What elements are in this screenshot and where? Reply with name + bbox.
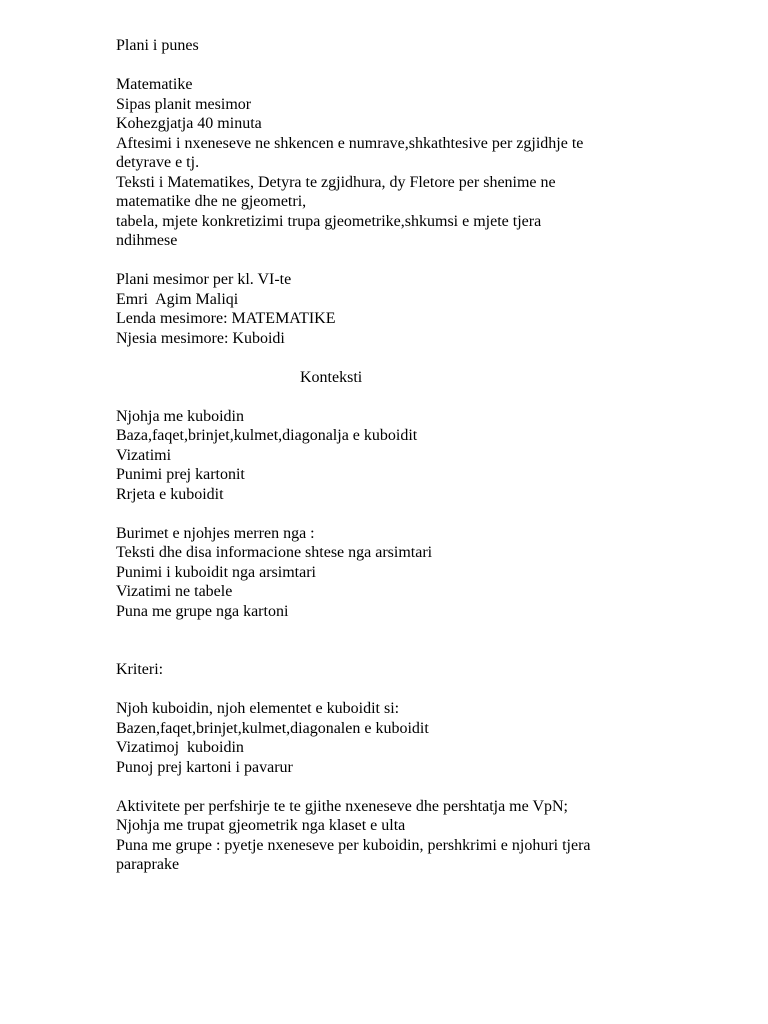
sources-item: Puna me grupe nga kartoni: [116, 602, 289, 620]
spacer: [116, 348, 656, 368]
plan-section: [116, 270, 656, 348]
sources-heading: Burimet e njohjes merren nga :: [116, 524, 315, 542]
activities-heading: Aktivitete per perfshirje te te gjithe nxeneseve dhe pershtatja me VpN;: [116, 797, 568, 815]
criteria-heading: Kriteri:: [116, 661, 164, 678]
activities-item: Puna me grupe : pyetje nxeneseve per kuboidin, pershkrimi e njohuri tjera: [116, 836, 591, 854]
teacher-name-line: Emri Agim Maliqi: [116, 290, 239, 308]
spacer: [116, 387, 656, 407]
materials-line-2: matematike dhe ne gjeometri,: [116, 193, 307, 210]
criteria-item: Punoj prej kartoni i pavarur: [116, 758, 293, 776]
criteria-item: Bazen,faqet,brinjet,kulmet,diagonalen e kuboidit: [116, 719, 429, 737]
plan-basis-line: Sipas planit mesimor: [116, 95, 252, 113]
goal-line-2: detyrave e tj.: [116, 154, 200, 171]
intro-section: [116, 75, 656, 251]
document-title: Plani i punes: [116, 37, 199, 54]
context-item: Punimi prej kartonit: [116, 466, 245, 483]
spacer: [116, 621, 656, 660]
materials-line-3: tabela, mjete konkretizimi trupa gjeometrike,shkumsi e mjete tjera: [116, 212, 542, 230]
context-heading: Konteksti: [300, 368, 363, 386]
document-page: [116, 36, 656, 875]
materials-line-4: ndihmese: [116, 232, 178, 249]
spacer: [116, 777, 656, 797]
spacer: [116, 680, 656, 700]
criteria-item: Njoh kuboidin, njoh elementet e kuboidit si:: [116, 700, 400, 717]
spacer: [116, 251, 656, 271]
activities-item: paraprake: [116, 856, 180, 873]
activities-section: [116, 797, 656, 875]
context-item: Njohja me kuboidin: [116, 407, 244, 425]
spacer: [116, 56, 656, 76]
sources-item: Punimi i kuboidit nga arsimtari: [116, 563, 316, 581]
context-section: [116, 407, 656, 505]
context-item: Rrjeta e kuboidit: [116, 485, 224, 503]
subject-name-line: Lenda mesimore: MATEMATIKE: [116, 310, 336, 327]
class-line: Plani mesimor per kl. VI-te: [116, 271, 292, 288]
sources-item: Teksti dhe disa informacione shtese nga arsimtari: [116, 544, 433, 561]
lesson-unit-line: Njesia mesimore: Kuboidi: [116, 329, 285, 347]
activities-item: Njohja me trupat gjeometrik nga klaset e ulta: [116, 817, 406, 834]
context-item: Vizatimi: [116, 446, 172, 464]
sources-item: Vizatimi ne tabele: [116, 583, 233, 600]
goal-line-1: Aftesimi i nxeneseve ne shkencen e numrave,shkathtesive per zgjidhje te: [116, 134, 584, 152]
subject-line: Matematike: [116, 76, 193, 93]
materials-line-1: Teksti i Matematikes, Detyra te zgjidhura, dy Fletore per shenime ne: [116, 173, 556, 191]
duration-line: Kohezgjatja 40 minuta: [116, 115, 262, 132]
criteria-item: Vizatimoj kuboidin: [116, 739, 244, 756]
spacer: [116, 504, 656, 524]
criteria-section: [116, 699, 656, 777]
context-item: Baza,faqet,brinjet,kulmet,diagonalja e kuboidit: [116, 427, 418, 444]
sources-section: [116, 524, 656, 622]
